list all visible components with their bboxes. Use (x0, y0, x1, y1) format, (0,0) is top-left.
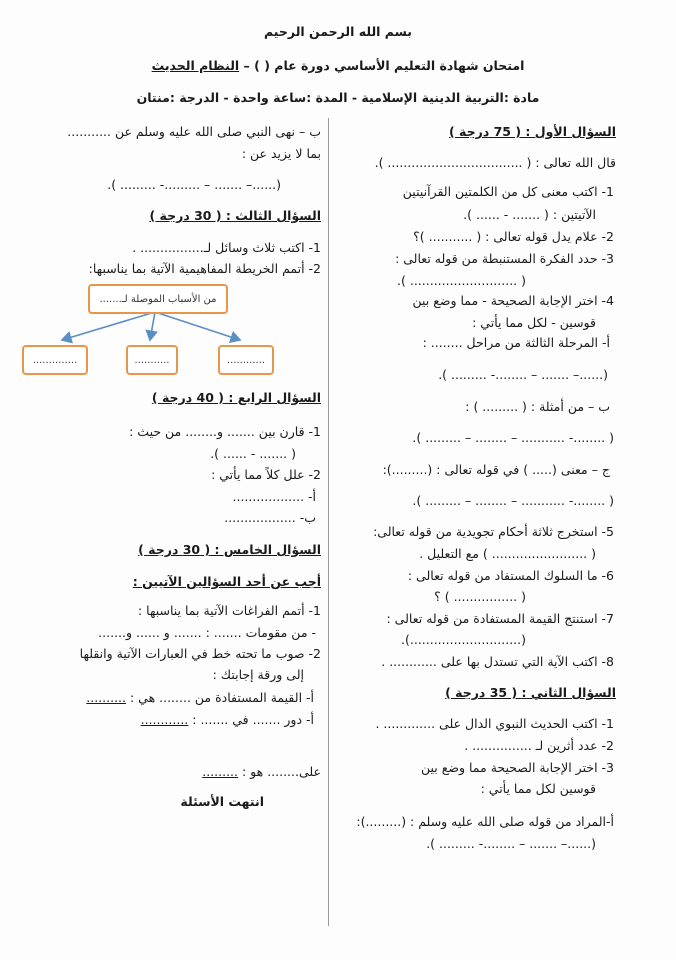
q4-heading: السؤال الرابع : ( 40 درجة ) (151, 390, 321, 405)
q1-item-1b: الآتيتين : ( ....... - ...... ). (463, 207, 596, 222)
q2-item-3b: قوسين لكل مما يأتي : (480, 781, 596, 796)
q5-item-1-blank: - من مقومات ....... : ....... و ...... و....... (98, 625, 316, 640)
q1-item-7b: (............................). (401, 632, 526, 647)
q1-item-5a: 5- استخرج ثلاثة أحكام تجويدية من قوله تعالى: (373, 524, 614, 539)
q1-item-4b: قوسين - لكل مما يأتي : (472, 315, 596, 330)
q1-item-7a: 7- استنتج القيمة المستفادة من قوله تعالى : (386, 611, 614, 626)
q1-item-3a: 3- حدد الفكرة المستنبطة من قوله تعالى : (395, 251, 614, 266)
q1-item-4a-sub: أ- المرحلة الثالثة من مراحل ........ : (422, 335, 610, 350)
concept-map-box-left: .............. (22, 345, 88, 375)
q3-item-2: 2- أتمم الخريطة المفاهيمية الآتية بما يناسبها: (88, 261, 321, 276)
q5-item-2c-2 (202, 764, 321, 780)
q5-heading: السؤال الخامس : ( 30 درجة ) (138, 542, 321, 557)
q5-item-2a-underlined: .......... (86, 690, 126, 705)
concept-map-top-box: من الأسباب الموصلة لـ....... (88, 284, 228, 314)
q5-item-2b-underlined: ............ (140, 712, 189, 727)
q1-item-6a: 6- ما السلوك المستفاد من قوله تعالى : (407, 568, 614, 583)
q5-item-2c-label: على........ هو : (241, 764, 321, 779)
q1-item-4a-options: (......– ....... – ........- ......... ). (438, 367, 608, 382)
concept-map-box-middle: ........... (126, 345, 178, 375)
q2-heading: السؤال الثاني : ( 35 درجة ) (445, 685, 616, 700)
end-of-questions: انتهت الأسئلة (180, 794, 264, 809)
exam-system: النظام الحديث (151, 58, 240, 73)
q5-item-2a: 2- صوب ما تحته خط في العبارات الآتية وانقلها (79, 646, 321, 661)
q4-item-2a: أ- .................. (232, 489, 316, 504)
q5-instruction: أجب عن أحد السؤالين الآتيين : (132, 574, 321, 589)
q1-item-4c-sub: ج – معنى (..... ) في قوله تعالى : (.........): (382, 462, 610, 477)
q1-quote: قال الله تعالى : ( .................................. ). (374, 155, 616, 170)
q2-item-2: 2- عدد أثرين لـ ............... . (464, 738, 614, 753)
q1-item-6b: ( ................ ) ؟ (434, 589, 526, 604)
q3-heading: السؤال الثالث : ( 30 درجة ) (149, 208, 321, 223)
q2-item-3a-sub: أ-المراد من قوله صلى الله عليه وسلم : (.........): (356, 814, 614, 829)
q4-item-2: 2- علل كلاً مما يأتي : (211, 467, 321, 482)
q1-item-4a: 4- اختر الإجابة الصحيحة - مما وضع بين (412, 293, 614, 308)
q5-item-2b: إلى ورقة إجابتك : (212, 667, 304, 682)
q1-item-5b: ( ........................ ) مع التعليل . (419, 546, 596, 561)
q1-item-3b: ( ........................... ). (397, 273, 526, 288)
subject-line: مادة :التربية الدينية الإسلامية - المدة :ساعة واحدة - الدرجة :منتان (136, 90, 540, 105)
q5-item-2b-sub (141, 712, 314, 728)
q2-item-b-options: (......– ....... – .........- ......... ). (107, 177, 281, 192)
q2-item-b1: ب – نهى النبي صلى الله عليه وسلم عن ........... (67, 124, 321, 139)
q1-item-2: 2- علام يدل قوله تعالى : ( ........... )؟ (413, 229, 614, 244)
q5-item-2b-label: أ- دور ....... في ....... : (192, 712, 314, 727)
q2-item-3a: 3- اختر الإجابة الصحيحة مما وضع بين (420, 760, 614, 775)
q2-item-1: 1- اكتب الحديث النبوي الدال على ............. . (375, 716, 614, 731)
q1-item-4c-options: ( ........- ........... – ........ – ......... ). (412, 493, 614, 508)
concept-map-box-right: ............ (218, 345, 274, 375)
q2-item-b2: بما لا يزيد عن : (241, 146, 321, 161)
q3-item-1: 1- اكتب ثلاث وسائل لـ................ . (132, 240, 321, 255)
q4-item-1a: 1- قارن بين ....... و........ من حيث : (129, 424, 321, 439)
exam-title-text: امتحان شهادة التعليم الأساسي دورة عام ( ) – (239, 58, 525, 73)
q5-item-2c-underlined: ......... (202, 764, 238, 779)
q1-item-1a: 1- اكتب معنى كل من الكلمتين القرآنيتين (402, 184, 614, 199)
q4-item-2b: ب- .................. (224, 510, 316, 525)
q5-item-2a-label: أ- القيمة المستفادة من ........ هي : (129, 690, 314, 705)
q1-heading: السؤال الأول : ( 75 درجة ) (448, 124, 616, 139)
q1-item-8: 8- اكتب الآية التي تستدل بها على ............ . (381, 654, 614, 669)
q4-item-1b: ( ....... - ...... ). (210, 446, 296, 461)
basmala: بسم الله الرحمن الرحيم (264, 24, 412, 39)
q1-item-4b-sub: ب – من أمثلة : ( ......... ) : (465, 399, 610, 414)
q2-item-3a-options: (......– ....... – ........- ......... ). (426, 836, 596, 851)
q1-item-4b-options: ( ........- ........... – ........ – ......... ). (412, 430, 614, 445)
q5-item-1: 1- أتمم الفراغات الآتية بما يناسبها : (137, 603, 321, 618)
q5-item-2a-sub (86, 690, 314, 706)
